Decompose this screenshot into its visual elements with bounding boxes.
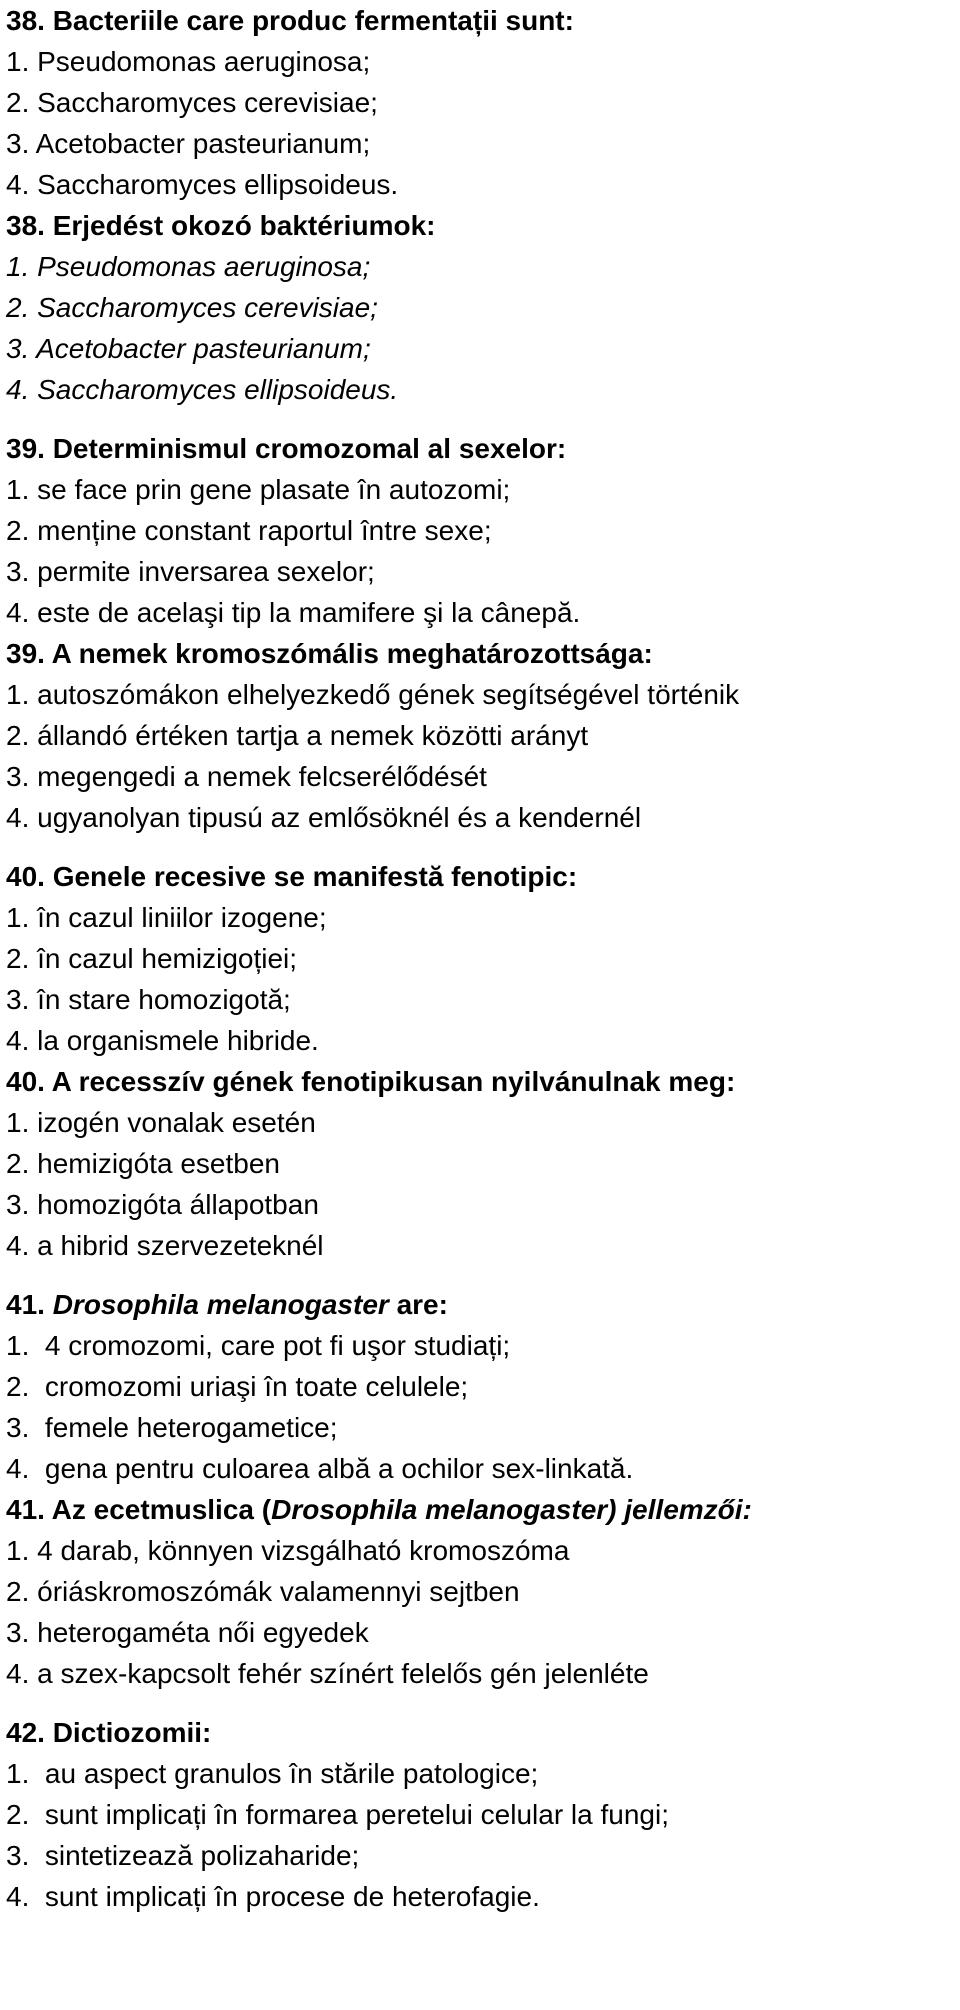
question-39-hu-option-2: 2. állandó értéken tartja a nemek közötti arányt [6, 720, 589, 751]
question-38-hu-option-3: 3. Acetobacter pasteurianum; [6, 333, 371, 364]
question-39-hu-option-1: 1. autoszómákon elhelyezkedő gének segítségével történik [6, 679, 740, 710]
question-41-ro-option-3: 3. femele heterogametice; [6, 1412, 338, 1443]
question-41-ro-species: Drosophila melanogaster [52, 1289, 389, 1320]
question-41-ro-option-1: 1. 4 cromozomi, care pot fi uşor studiați; [6, 1330, 511, 1361]
question-41-hu-option-3: 3. heterogaméta női egyedek [6, 1617, 369, 1648]
spacer [6, 838, 960, 856]
question-40-ro-option-4: 4. la organismele hibride. [6, 1025, 319, 1056]
question-38-hu-option-2: 2. Saccharomyces cerevisiae; [6, 292, 378, 323]
question-41-hu-species: Drosophila melanogaster) jellemzői: [271, 1494, 752, 1525]
question-39-ro-option-1: 1. se face prin gene plasate în autozomi; [6, 474, 511, 505]
question-38-ro-option-4: 4. Saccharomyces ellipsoideus. [6, 169, 399, 200]
question-38-ro-option-3: 3. Acetobacter pasteurianum; [6, 128, 371, 159]
question-39-hu-option-4: 4. ugyanolyan tipusú az emlősöknél és a kendernél [6, 802, 642, 833]
spacer [6, 410, 960, 428]
question-40-ro-option-3: 3. în stare homozigotă; [6, 984, 291, 1015]
question-39-hu-title: 39. A nemek kromoszómális meghatározottsága: [6, 638, 653, 669]
question-41-ro-title [6, 1284, 960, 1325]
spacer [6, 1694, 960, 1712]
question-41-ro-option-4: 4. gena pentru culoarea albă a ochilor sex-linkată. [6, 1453, 634, 1484]
question-40-hu-title: 40. A recesszív gének fenotipikusan nyilvánulnak meg: [6, 1066, 736, 1097]
question-42-ro-option-1: 1. au aspect granulos în stările patologice; [6, 1758, 539, 1789]
question-39-ro-option-3: 3. permite inversarea sexelor; [6, 556, 375, 587]
question-40-hu-option-3: 3. homozigóta állapotban [6, 1189, 319, 1220]
question-41-ro-suffix: are: [388, 1289, 448, 1320]
question-38-hu-title: 38. Erjedést okozó baktériumok: [6, 210, 436, 241]
question-40-hu-option-2: 2. hemizigóta esetben [6, 1148, 280, 1179]
question-41-hu-prefix: 41. Az ecetmuslica ( [6, 1494, 272, 1525]
question-41-hu-option-1: 1. 4 darab, könnyen vizsgálható kromoszóma [6, 1535, 570, 1566]
question-40-ro-option-2: 2. în cazul hemizigoției; [6, 943, 298, 974]
question-40-ro-option-1: 1. în cazul liniilor izogene; [6, 902, 327, 933]
question-40-hu-option-1: 1. izogén vonalak esetén [6, 1107, 316, 1138]
question-39-ro-option-2: 2. menține constant raportul între sexe; [6, 515, 492, 546]
spacer [6, 1266, 960, 1284]
question-38-ro-option-1: 1. Pseudomonas aeruginosa; [6, 46, 371, 77]
question-38-hu-option-4: 4. Saccharomyces ellipsoideus. [6, 374, 399, 405]
question-42-ro-option-2: 2. sunt implicați în formarea peretelui celular la fungi; [6, 1799, 669, 1830]
question-42-ro-option-3: 3. sintetizează polizaharide; [6, 1840, 360, 1871]
question-41-ro-number: 41. [6, 1289, 53, 1320]
question-40-ro-title: 40. Genele recesive se manifestă fenotipic: [6, 861, 578, 892]
question-42-ro-title: 42. Dictiozomii: [6, 1717, 212, 1748]
question-39-ro-option-4: 4. este de acelaşi tip la mamifere şi la cânepă. [6, 597, 581, 628]
question-40-hu-option-4: 4. a hibrid szervezeteknél [6, 1230, 324, 1261]
question-38-hu-option-1: 1. Pseudomonas aeruginosa; [6, 251, 371, 282]
question-42-ro-option-4: 4. sunt implicați în procese de heterofagie. [6, 1881, 540, 1912]
question-38-ro-option-2: 2. Saccharomyces cerevisiae; [6, 87, 378, 118]
question-38-ro-title: 38. Bacteriile care produc fermentații sunt: [6, 5, 574, 36]
question-39-hu-option-3: 3. megengedi a nemek felcserélődését [6, 761, 487, 792]
question-41-ro-option-2: 2. cromozomi uriaşi în toate celulele; [6, 1371, 469, 1402]
question-41-hu-title [6, 1489, 960, 1530]
question-41-hu-option-4: 4. a szex-kapcsolt fehér színért felelős gén jelenléte [6, 1658, 649, 1689]
question-39-ro-title: 39. Determinismul cromozomal al sexelor: [6, 433, 567, 464]
question-41-hu-option-2: 2. óriáskromoszómák valamennyi sejtben [6, 1576, 520, 1607]
